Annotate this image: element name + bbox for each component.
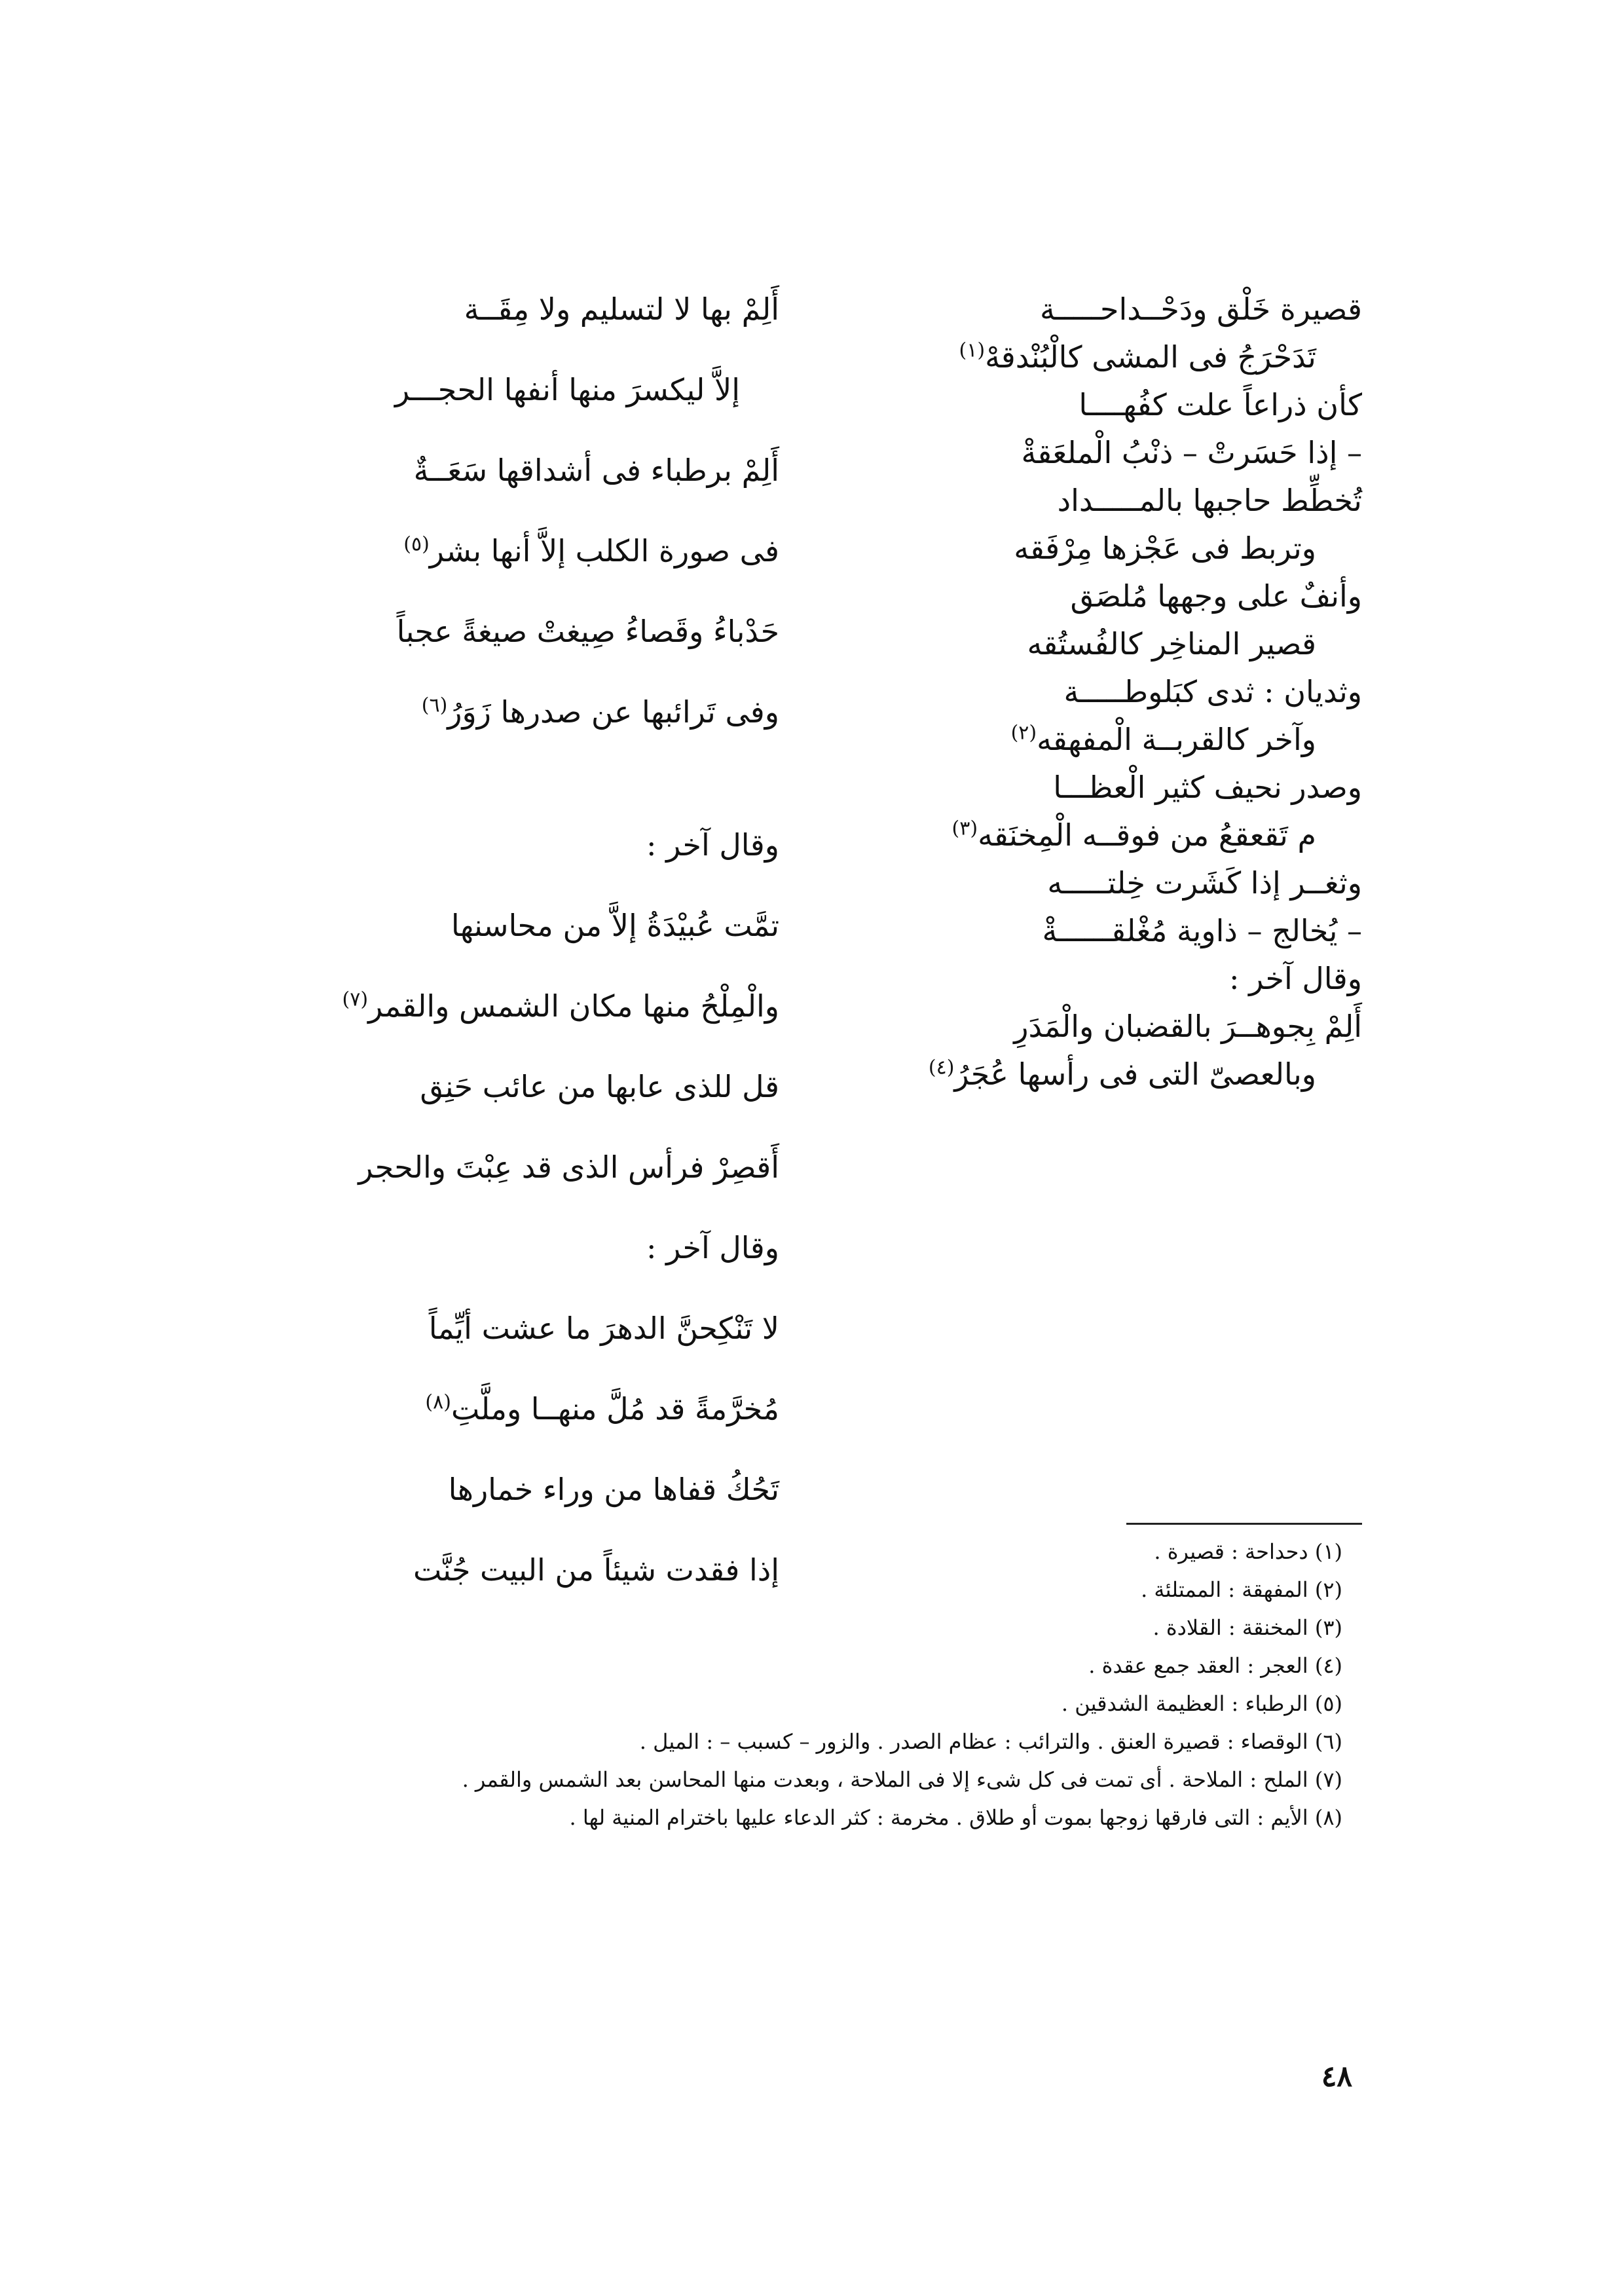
verse-column-right xyxy=(799,291,1362,1104)
verse-line: تَحُكُ قفاها من وراء خمارها xyxy=(448,1472,779,1507)
footnote: (٤) العجر : العقد جمع عقدة . xyxy=(1088,1653,1342,1678)
verse-line: وثديان : ثدى كبَلوطـــــة xyxy=(1063,674,1362,709)
verse-line: قصير المناخِر كالفُستُقه xyxy=(1027,626,1316,662)
verse-line: تمَّت عُبيْدَةُ إلاَّ من محاسنها xyxy=(451,908,779,943)
verse-line: وتربط فى عَجْزها مِرْفَقه xyxy=(1014,531,1316,566)
footnote-ref: (١) xyxy=(959,339,986,362)
verse-line: إلاَّ ليكسرَ منها أنفها الحجـــر xyxy=(394,372,740,407)
verse-column-left xyxy=(190,291,779,1633)
verse-line: كأن ذراعاً علت كفُهــــا xyxy=(1079,387,1362,422)
footnote: (٦) الوقصاء : قصيرة العنق . والترائب : عظام الصدر . والزور – كسبب – : الميل . xyxy=(639,1729,1342,1754)
section-heading: وقال آخر : xyxy=(646,1230,779,1265)
footnote-ref: (٣) xyxy=(951,817,978,840)
verse-line: قل للذى عابها من عائب حَنِق xyxy=(420,1069,779,1104)
verse-line: وبالعصىّ التى فى رأسها عُجَرُ$^{(٤)}$ xyxy=(928,1056,1316,1092)
verse-line: أَلِمْ برطباء فى أشداقها سَعَــةٌ xyxy=(413,453,779,488)
footnote-ref: (٥) xyxy=(403,532,430,556)
footnote-separator xyxy=(1126,1523,1362,1525)
footnotes xyxy=(314,1539,1362,1843)
page-number: ٤٨ xyxy=(1321,2060,1352,2093)
verse-line: تُخطِّط حاجبها بالمـــــداد xyxy=(1057,483,1362,518)
verse-line: أَقصِرْ فرأس الذى قد عِبْتَ والحجر xyxy=(358,1149,779,1185)
verse-line: – إذا حَسَرتْ – ذنْبُ الْملعَقةْ xyxy=(1021,435,1362,470)
verse-line: أَلِمْ بِجوهــرَ بالقضبان والْمَدَرِ xyxy=(1014,1009,1362,1044)
footnote: (٣) المخنقة : القلادة . xyxy=(1153,1615,1342,1640)
footnote: (٨) الأيم : التى فارقها زوجها بموت أو طلاق . مخرمة : كثر الدعاء عليها باخترام المنية لها . xyxy=(569,1805,1342,1830)
section-heading: وقال آخر : xyxy=(646,827,779,863)
footnote: (٥) الرطباء : العظيمة الشدقين . xyxy=(1061,1691,1342,1716)
verse-line: وصدر نحيف كثير الْعظـــا xyxy=(1053,770,1362,805)
footnote-ref: (٤) xyxy=(928,1056,955,1079)
footnote-ref: (٧) xyxy=(342,988,369,1011)
footnote: (١) دحداحة : قصيرة . xyxy=(1154,1539,1342,1564)
verse-line: وأنفٌ على وجهها مُلصَق xyxy=(1070,578,1362,614)
section-heading: وقال آخر : xyxy=(1229,961,1362,996)
verse-line: أَلِمْ بها لا لتسليم ولا مِقَــة xyxy=(464,291,779,327)
verse-line: وثغــر إذا كَشَرت خِلتـــــه xyxy=(1047,865,1362,901)
verse-line: – يُخالج – ذاوية مُغْلقــــــةْ xyxy=(1042,913,1362,948)
verse-line: مُخرَّمةً قد مُلَّ منهــا وملَّتِ$^{(٨)}$ xyxy=(425,1390,779,1427)
verse-line: وفى تَرائبها عن صدرها زَوَرُ$^{(٦)}$ xyxy=(421,694,779,730)
verse-line: إذا فقدت شيئاً من البيت جُنَّت xyxy=(413,1552,779,1588)
verse-line: م تَقعقعُ من فوقــه الْمِخنَقه$^{(٣)}$ xyxy=(951,817,1316,853)
footnote-ref: (٢) xyxy=(1010,721,1037,745)
footnote-ref: (٦) xyxy=(421,694,448,717)
verse-line: لا تَنْكِحنَّ الدهرَ ما عشت أيِّماً xyxy=(428,1311,779,1346)
verse-line: تَدَحْرَجُ فى المشى كالْبُنْدقهْ$^{(١)}$ xyxy=(959,339,1316,375)
verse-line: حَدْباءُ وقَصاءُ صِيغتْ صيغةً عجباً xyxy=(396,614,779,649)
footnote: (٢) المفهقة : الممتلئة . xyxy=(1141,1577,1342,1602)
verse-line: وآخر كالقربــة الْمفهقه$^{(٢)}$ xyxy=(1010,721,1316,757)
footnote-ref: (٨) xyxy=(425,1390,451,1414)
verse-line: والْمِلْحُ منها مكان الشمس والقمر$^{(٧)}$ xyxy=(342,988,779,1024)
footnote: (٧) الملح : الملاحة . أى تمت فى كل شىء إلا فى الملاحة ، وبعدت منها المحاسن بعد الشمس والقمر . xyxy=(462,1767,1342,1792)
verse-line: قصيرة خَلْق ودَحْــداحـــــة xyxy=(1039,291,1362,327)
verse-line: فى صورة الكلب إلاَّ أنها بشر$^{(٥)}$ xyxy=(403,532,779,569)
